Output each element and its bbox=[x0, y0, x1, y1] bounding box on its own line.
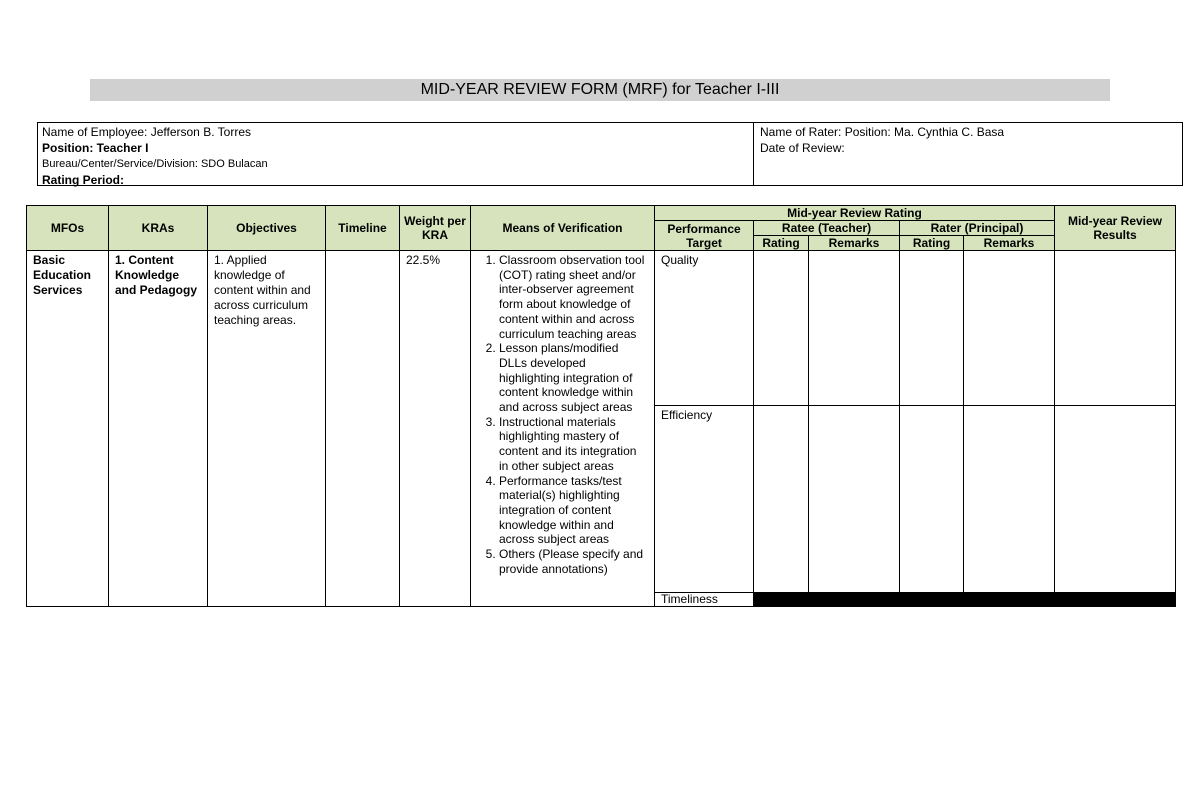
cell-objective bbox=[208, 251, 326, 607]
cell-mov bbox=[471, 251, 655, 607]
list-item: 3. Instructional materials highlighting mastery of content and its integration in other subject areas bbox=[499, 415, 648, 474]
cell-timeline bbox=[326, 251, 400, 607]
quality-results[interactable] bbox=[1055, 251, 1176, 406]
quality-ratee-remarks[interactable] bbox=[809, 251, 900, 406]
header-weight: Weight per KRA bbox=[400, 206, 471, 251]
mov-list bbox=[471, 251, 654, 578]
target-efficiency bbox=[655, 406, 754, 593]
mfo-text: Basic Education Services bbox=[33, 253, 92, 297]
form-title: MID-YEAR REVIEW FORM (MRF) for Teacher I-III bbox=[90, 79, 1110, 101]
header-ratee-rating: Rating bbox=[754, 236, 809, 251]
header-ratee-remarks: Remarks bbox=[809, 236, 900, 251]
cell-weight bbox=[400, 251, 471, 607]
kra-text: 1. Content Knowledge and Pedagogy bbox=[115, 253, 198, 297]
list-item: 4. Performance tasks/test material(s) highlighting integration of content knowledge within and across subject areas bbox=[499, 474, 648, 548]
review-date: Date of Review: bbox=[760, 141, 845, 155]
header-mfos: MFOs bbox=[27, 206, 109, 251]
efficiency-rater-rating[interactable] bbox=[900, 406, 964, 593]
header-objectives: Objectives bbox=[208, 206, 326, 251]
timeliness-blacked-out bbox=[754, 593, 1176, 607]
target-quality-label: Quality bbox=[661, 253, 699, 267]
header-mov: Means of Verification bbox=[471, 206, 655, 251]
list-item: 1. Classroom observation tool (COT) rating sheet and/or inter-observer agreement form about knowledge of content within and across curriculum teaching areas bbox=[499, 253, 648, 341]
weight-text: 22.5% bbox=[406, 253, 441, 267]
target-efficiency-label: Efficiency bbox=[661, 408, 713, 422]
efficiency-ratee-rating[interactable] bbox=[754, 406, 809, 593]
table-row bbox=[27, 251, 1176, 406]
quality-ratee-rating[interactable] bbox=[754, 251, 809, 406]
rater-name: Name of Rater: Position: Ma. Cynthia C. Basa bbox=[760, 125, 1005, 139]
rating-period: Rating Period: bbox=[42, 173, 125, 187]
efficiency-rater-remarks[interactable] bbox=[964, 406, 1055, 593]
objective-text: 1. Applied knowledge of content within and across curriculum teaching areas. bbox=[214, 253, 311, 327]
cell-mfo bbox=[27, 251, 109, 607]
header-kras: KRAs bbox=[109, 206, 208, 251]
list-item: 5. Others (Please specify and provide annotations) bbox=[499, 547, 648, 576]
timeline-text bbox=[326, 251, 399, 255]
target-quality bbox=[655, 251, 754, 406]
header-rater-remarks: Remarks bbox=[964, 236, 1055, 251]
header-midyear-rating: Mid-year Review Rating bbox=[655, 206, 1055, 221]
employee-info bbox=[38, 123, 754, 185]
header-ratee: Ratee (Teacher) bbox=[754, 221, 900, 236]
header-results: Mid-year Review Results bbox=[1055, 206, 1176, 251]
target-timeliness-label: Timeliness bbox=[661, 592, 718, 606]
efficiency-results[interactable] bbox=[1055, 406, 1176, 593]
target-timeliness bbox=[655, 593, 754, 607]
header-rater-rating: Rating bbox=[900, 236, 964, 251]
header-rater: Rater (Principal) bbox=[900, 221, 1055, 236]
review-table bbox=[26, 205, 1176, 607]
employee-position: Position: Teacher I bbox=[42, 141, 149, 155]
efficiency-ratee-remarks[interactable] bbox=[809, 406, 900, 593]
list-item: 2. Lesson plans/modified DLLs developed highlighting integration of content knowledge within and across subject areas bbox=[499, 341, 648, 415]
cell-kra bbox=[109, 251, 208, 607]
header-performance-target: Performance Target bbox=[655, 221, 754, 251]
employee-name: Name of Employee: Jefferson B. Torres bbox=[42, 125, 251, 139]
quality-rater-remarks[interactable] bbox=[964, 251, 1055, 406]
header-timeline: Timeline bbox=[326, 206, 400, 251]
quality-rater-rating[interactable] bbox=[900, 251, 964, 406]
rater-info bbox=[754, 123, 1182, 185]
employee-info-box bbox=[37, 122, 1183, 186]
employee-bureau: Bureau/Center/Service/Division: SDO Bulacan bbox=[42, 158, 268, 170]
